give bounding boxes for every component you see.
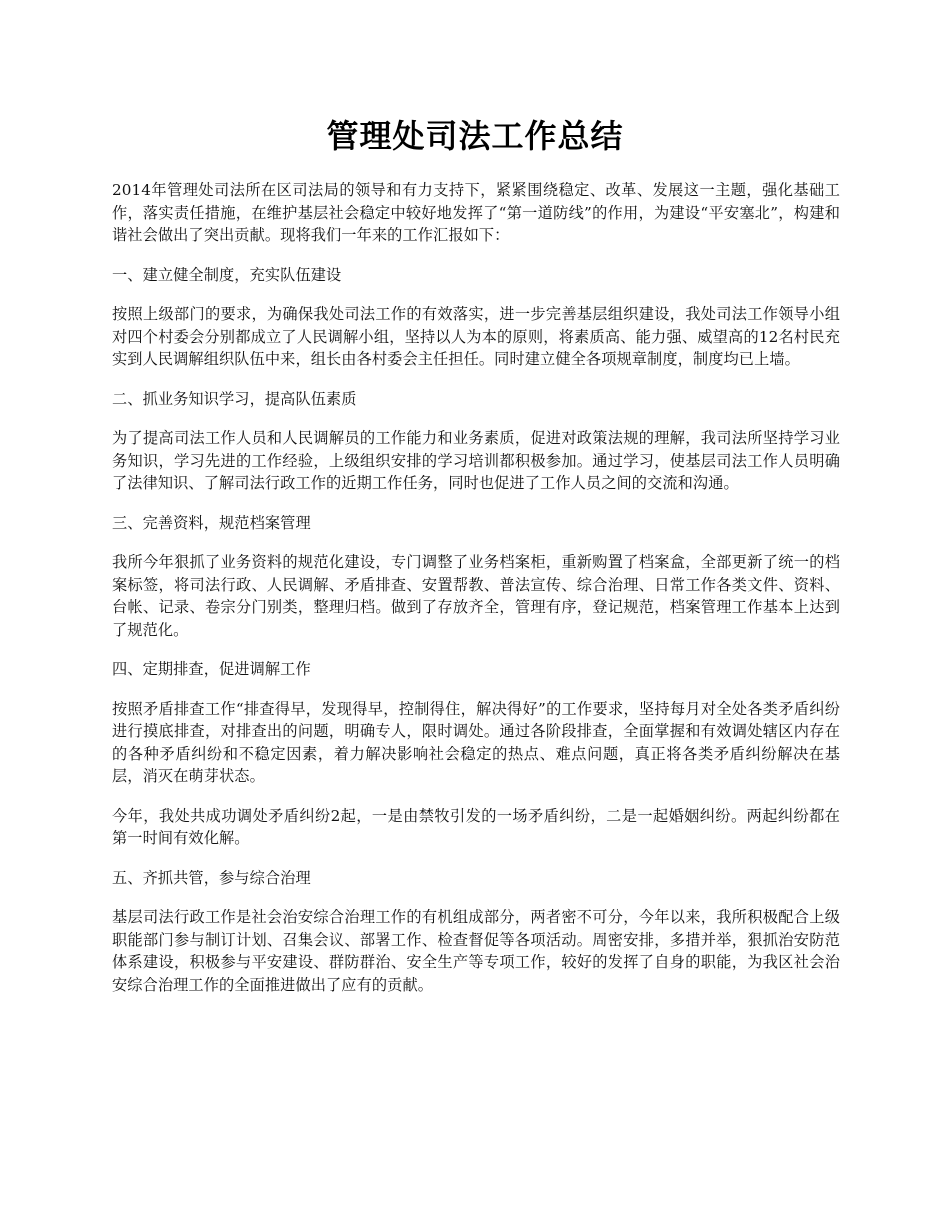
intro-paragraph: 2014年管理处司法所在区司法局的领导和有力支持下，紧紧围绕稳定、改革、发展这一主题，强化基础工作，落实责任措施，在维护基层社会稳定中较好地发挥了“第一道防线”的作用，为建设“平安塞北”，构建和谐社会做出了突出贡献。现将我们一年来的工作汇报如下： <box>112 181 840 244</box>
section-3-paragraph: 我所今年狠抓了业务资料的规范化建设，专门调整了业务档案柜，重新购置了档案盒，全部更新了统一的档案标签，将司法行政、人民调解、矛盾排查、安置帮教、普法宣传、综合治理、日常工作各类文件、资料、台帐、记录、卷宗分门别类，整理归档。做到了存放齐全，管理有序，登记规范，档案管理工作基本上达到了规范化。 <box>112 553 840 639</box>
section-4-paragraph-2: 今年，我处共成功调处矛盾纠纷2起，一是由禁牧引发的一场矛盾纠纷，二是一起婚姻纠纷。两起纠纷都在第一时间有效化解。 <box>112 806 840 847</box>
section-4-heading: 四、定期排查，促进调解工作 <box>112 660 311 678</box>
section-5-heading: 五、齐抓共管，参与综合治理 <box>112 868 311 887</box>
section-2-heading: 二、抓业务知识学习，提高队伍素质 <box>112 389 357 408</box>
section-1-paragraph: 按照上级部门的要求，为确保我处司法工作的有效落实，进一步完善基层组织建设，我处司法工作领导小组对四个村委会分别都成立了人民调解小组，坚持以人为本的原则，将素质高、能力强、威望高的12名村民充实到人民调解组织队伍中来，组长由各村委会主任担任。同时建立健全各项规章制度，制度均已上墙。 <box>112 305 840 368</box>
document-body <box>112 179 840 1013</box>
document-title: 管理处司法工作总结 <box>326 117 624 155</box>
section-1-heading: 一、建立健全制度，充实队伍建设 <box>112 265 342 284</box>
section-4-paragraph-1: 按照矛盾排查工作“排查得早，发现得早，控制得住，解决得好”的工作要求，坚持每月对全处各类矛盾纠纷进行摸底排查，对排查出的问题，明确专人，限时调处。通过各阶段排查，全面掌握和有效调处辖区内存在的各种矛盾纠纷和不稳定因素，着力解决影响社会稳定的热点、难点问题，真正将各类矛盾纠纷解决在基层，消灭在萌芽状态。 <box>112 699 840 785</box>
section-3-heading: 三、完善资料，规范档案管理 <box>112 513 311 532</box>
section-2-paragraph: 为了提高司法工作人员和人民调解员的工作能力和业务素质，促进对政策法规的理解，我司法所坚持学习业务知识，学习先进的工作经验，上级组织安排的学习培训都积极参加。通过学习，使基层司法工作人员明确了法律知识、了解司法行政工作的近期工作任务，同时也促进了工作人员之间的交流和沟通。 <box>112 429 840 492</box>
section-5-paragraph: 基层司法行政工作是社会治安综合治理工作的有机组成部分，两者密不可分，今年以来，我所积极配合上级职能部门参与制订计划、召集会议、部署工作、检查督促等各项活动。周密安排，多措并举，狠抓治安防范体系建设，积极参与平安建设、群防群治、安全生产等专项工作，较好的发挥了自身的职能，为我区社会治安综合治理工作的全面推进做出了应有的贡献。 <box>112 908 840 994</box>
